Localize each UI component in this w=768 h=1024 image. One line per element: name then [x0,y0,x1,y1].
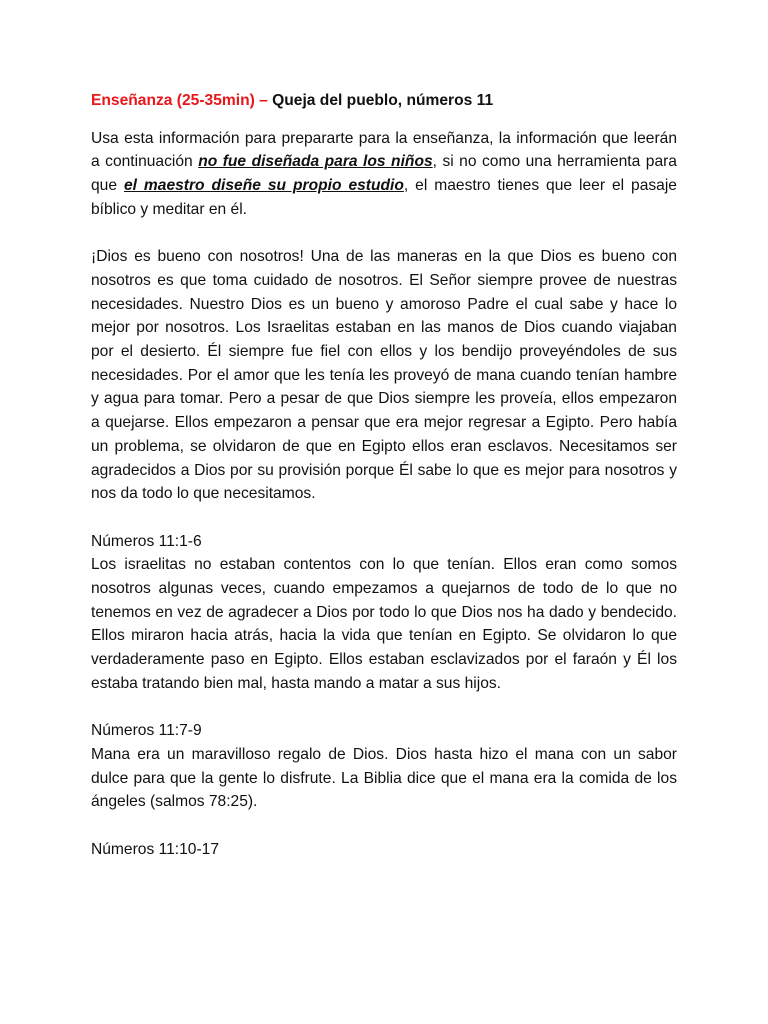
heading-topic: Queja del pueblo, números 11 [272,92,494,109]
section-reference: Números 11:10-17 [91,840,219,858]
section-reference: Números 11:7-9 [91,722,202,740]
section-text: Mana era un maravilloso regalo de Dios. Dios hasta hizo el mana con un sabor dulce para que la gente lo disfrute. La Biblia dice que el mana era la comida de los ángeles (salmos 78:25). [91,745,677,811]
heading-section-label: Enseñanza (25-35min) – [91,92,268,109]
intro-text-1: Usa esta información para prepararte para la enseñanza, la información que leerán a continuación [91,129,677,171]
intro-text-3: , el maestro tienes que leer el pasaje bíblico y meditar en él. [91,177,677,218]
section-block [91,719,677,814]
section-reference: Números 11:1-6 [91,532,202,550]
intro-emphasis-1: no fue diseñada para los niños [198,153,433,171]
section-block [91,530,677,696]
intro-text-2: , si no como una herramienta para que [91,153,677,195]
section-block [91,838,677,862]
intro-emphasis-2: el maestro diseñe su propio estudio [123,177,404,195]
document-body [91,89,677,861]
document-heading [91,89,677,113]
intro-paragraph [91,127,677,222]
section-text: Los israelitas no estaban contentos con lo que tenían. Ellos eran como somos nosotros algunas veces, cuando empezamos a quejarnos de todo de lo que no tenemos en vez de agradecer a Dios por todo lo que Dios nos ha dado y bendecido. Ellos miraron hacia atrás, hacia la vida que tenían en Egipto. Se olvidaron lo que verdaderamente paso en Egipto. Ellos estaban esclavizados por el faraón y Él los estaba tratando bien mal, hasta mando a matar a sus hijos. [91,556,677,692]
main-paragraph: ¡Dios es bueno con nosotros! Una de las maneras en la que Dios es bueno con nosotros es que toma cuidado de nosotros. El Señor siempre provee de nuestras necesidades. Nuestro Dios es un bueno y amoroso Padre el cual sabe y hace lo mejor por nosotros. Los Israelitas estaban en las manos de Dios cuando viajaban por el desierto. Él siempre fue fiel con ellos y los bendijo proveyéndoles de sus necesidades. Por el amor que les tenía les proveyó de mana cuando tenían hambre y agua para tomar. Pero a pesar de que Dios siempre les proveía, ellos empezaron a quejarse. Ellos empezaron a pensar que era mejor regresar a Egipto. Pero había un problema, se olvidaron de que en Egipto ellos eran esclavos. Necesitamos ser agradecidos a Dios por su provisión porque Él sabe lo que es mejor para nosotros y nos da todo lo que necesitamos. [91,248,677,503]
